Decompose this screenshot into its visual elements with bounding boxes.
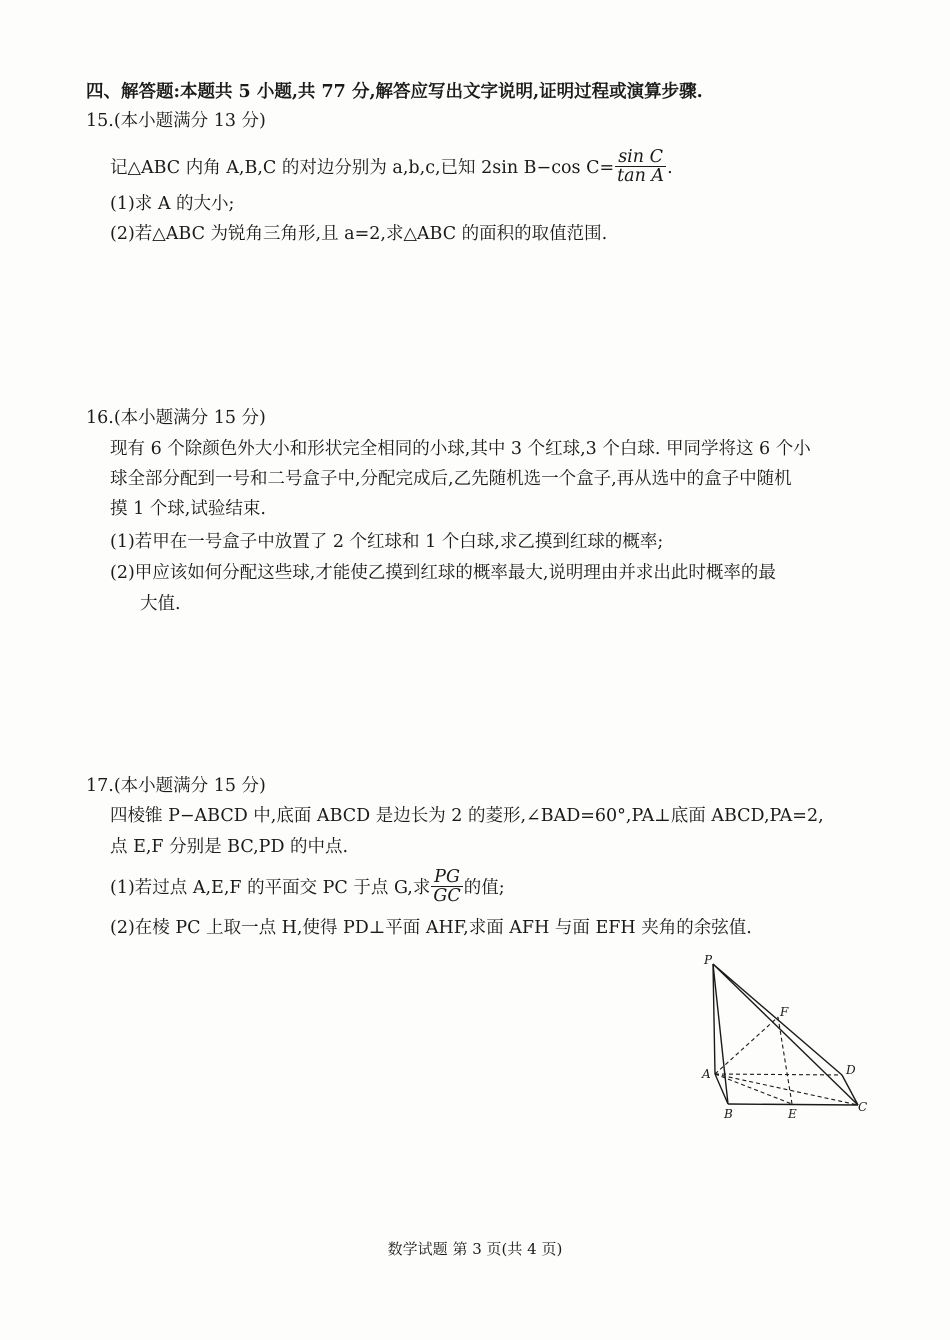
q16-stem-line3: 摸 1 个球,试验结束. — [110, 499, 266, 519]
edge-CD — [842, 1075, 858, 1105]
page-footer: 数学试题 第 3 页(共 4 页) — [387, 1240, 563, 1258]
section-title: 四、解答题:本题共 5 小题,共 77 分,解答应写出文字说明,证明过程或演算步骤. — [86, 82, 703, 102]
edge-PC — [713, 964, 858, 1105]
q16-stem-line2: 球全部分配到一号和二号盒子中,分配完成后,乙先随机选一个盒子,再从选中的盒子中随机 — [110, 469, 792, 489]
q17-frac-denominator: GC — [433, 886, 461, 906]
q15-header: 15.(本小题满分 13 分) — [86, 111, 266, 131]
label-E: E — [788, 1107, 797, 1121]
q16-part2-line1: (2)甲应该如何分配这些球,才能使乙摸到红球的概率最大,说明理由并求出此时概率的最 — [110, 563, 776, 583]
q15-part1: (1)求 A 的大小; — [110, 194, 235, 214]
label-C: C — [858, 1100, 868, 1114]
label-P: P — [704, 953, 713, 967]
q15-fraction — [615, 148, 666, 185]
edge-PB — [713, 964, 728, 1104]
q17-part1-end: 的值; — [463, 878, 505, 898]
pyramid-diagram — [690, 950, 880, 1130]
q17-header: 17.(本小题满分 15 分) — [86, 776, 266, 796]
q17-part1 — [110, 867, 505, 907]
edge-BC — [728, 1104, 858, 1105]
q15-frac-numerator: sin C — [615, 148, 666, 167]
diagonal-AC-hidden — [715, 1074, 858, 1105]
q17-fraction — [431, 868, 462, 905]
q16-header: 16.(本小题满分 15 分) — [86, 408, 266, 428]
q16-stem-line1: 现有 6 个除颜色外大小和形状完全相同的小球,其中 3 个红球,3 个白球. 甲同学将这 6 个小 — [110, 439, 811, 459]
q16-part2-line2: 大值. — [140, 594, 181, 614]
label-B: B — [724, 1107, 733, 1121]
pyramid-figure — [690, 950, 880, 1130]
q17-stem-line2: 点 E,F 分别是 BC,PD 的中点. — [110, 837, 349, 857]
label-D: D — [846, 1063, 856, 1077]
q15-part2: (2)若△ABC 为锐角三角形,且 a=2,求△ABC 的面积的取值范围. — [110, 224, 608, 244]
q17-part1-text: (1)若过点 A,E,F 的平面交 PC 于点 G,求 — [110, 878, 431, 898]
q16-part1: (1)若甲在一号盒子中放置了 2 个红球和 1 个白球,求乙摸到红球的概率; — [110, 532, 664, 552]
q17-stem-line1: 四棱锥 P−ABCD 中,底面 ABCD 是边长为 2 的菱形,∠BAD=60°,PA⊥底面 ABCD,PA=2, — [110, 806, 824, 826]
label-F: F — [780, 1005, 789, 1019]
edge-AD-hidden — [715, 1074, 842, 1075]
q15-frac-denominator: tan A — [617, 166, 665, 186]
q15-stem-text: 记△ABC 内角 A,B,C 的对边分别为 a,b,c,已知 2sin B−cos C= — [110, 158, 615, 178]
q15-stem — [110, 147, 673, 187]
q15-stem-end: . — [667, 158, 673, 178]
label-A: A — [702, 1067, 711, 1081]
q17-part2: (2)在棱 PC 上取一点 H,使得 PD⊥平面 AHF,求面 AFH 与面 EFH 夹角的余弦值. — [110, 918, 752, 938]
q17-frac-numerator: PG — [431, 868, 462, 887]
